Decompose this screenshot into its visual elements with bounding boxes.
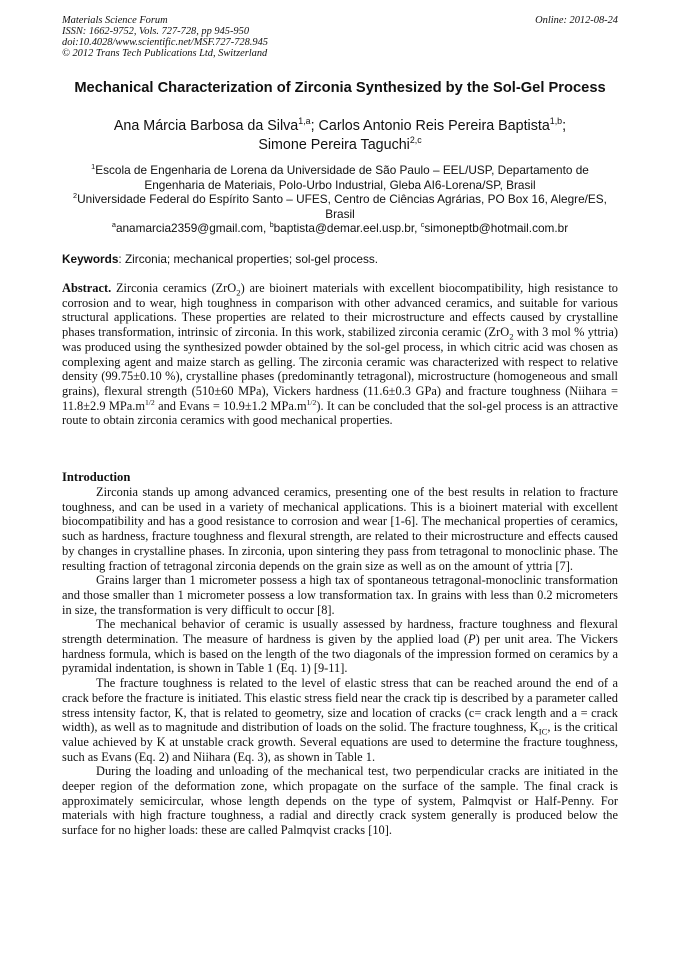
author-sup: 1,a xyxy=(298,116,311,127)
italic-symbol: P xyxy=(467,632,476,647)
affiliation-text: Escola de Engenharia de Lorena da Universidade de São Paulo – EEL/USP, Departamento de Engenharia de Materiais, Polo-Urbo Industrial, Gleba AI6-Lorena/SP, Brasil xyxy=(95,163,589,192)
doi-line[interactable]: doi:10.4028/www.scientific.net/MSF.727-728.945 xyxy=(62,37,268,48)
superscript: 1/2 xyxy=(144,397,155,407)
section-heading-introduction: Introduction xyxy=(62,470,131,484)
subscript: IC xyxy=(538,726,548,737)
email-line xyxy=(62,221,618,236)
affiliation-1 xyxy=(62,163,618,192)
superscript: 1/2 xyxy=(306,397,317,407)
email-mark: c xyxy=(420,220,425,230)
issn-line: ISSN: 1662-9752, Vols. 727-728, pp 945-950 xyxy=(62,26,250,37)
author-list: Ana Márcia Barbosa da Silva$^{1,a}$; Carlos Antonio Reis Pereira Baptista$^{1,b}$; Simone Pereira Taguchi$^{2,c}$ xyxy=(113,116,567,153)
journal-name: Materials Science Forum xyxy=(62,15,168,26)
paragraph-part: ) per unit area. The Vickers hardness formula, which is based on the length of the two diagonals of the impression formed on ceramics by a pyramidal indentation, is shown in Table 1 (Eq. 1) [9-11]. xyxy=(62,632,618,676)
abstract-part: ) are bioinert materials with excellent biocompatibility, high resistance to corrosion and to wear, high toughness in comparison with other advanced ceramics, and suitable for various structural applications. These properties are related to their microstructure and effects caused by crystalline phases transformation, intrinsic of zirconia. In this work, stabilized zirconia ceramic (ZrO xyxy=(62,281,618,340)
copyright-line: © 2012 Trans Tech Publications Ltd, Switzerland xyxy=(62,48,268,59)
author-name: Carlos Antonio Reis Pereira Baptista xyxy=(318,118,550,134)
author-sup: 1,b xyxy=(549,116,563,127)
author-name: Simone Pereira Taguchi xyxy=(258,137,410,153)
subscript: 2 xyxy=(509,331,514,342)
affiliation-2 xyxy=(62,192,618,221)
paragraph: Zirconia stands up among advanced ceramics, presenting one of the best results in relation to fracture toughness, and can be used in a variety of mechanical applications. This is a bioinert material with excellent biocompatibility and has a good resistance to corrosion and wear [1-6]. The mechanical properties of ceramics, such as hardness, fracture toughness and flexural strength, are related to their microstructure and effects caused by changes in crystalline phases. In zirconia, upon sintering they pass from tetragonal to monoclinic phase. The resulting fraction of tetragonal zirconia depends on the grain size as well as on the amount of yttria [7]. xyxy=(62,485,618,573)
email-mark: a xyxy=(111,220,116,230)
abstract xyxy=(62,281,618,428)
affiliation-text: Universidade Federal do Espírito Santo – UFES, Centro de Ciências Agrárias, PO Box 16, Alegre/ES, Brasil xyxy=(77,192,607,221)
abstract-part: ). It can be concluded that the sol-gel process is an attractive route to obtain zirconia ceramics with good mechanical properties. xyxy=(62,398,618,428)
abstract-label: Abstract. xyxy=(62,281,112,295)
email-a[interactable]: anamarcia2359@gmail.com, xyxy=(115,221,267,236)
affiliations xyxy=(62,163,618,236)
keywords: Keywords: Zirconia; mechanical properties; sol-gel process. xyxy=(62,252,379,266)
keywords-text: Zirconia; mechanical properties; sol-gel process. xyxy=(124,252,379,266)
abstract-part: and Evans = 10.9±1.2 MPa.m xyxy=(154,398,307,413)
author-sup: 2,c xyxy=(409,135,422,146)
paragraph-part: The mechanical behavior of ceramic is usually assessed by hardness, fracture toughness and flexural strength determination. The measure of hardness is given by the applied load ( xyxy=(62,617,618,647)
affiliation-mark: 2 xyxy=(73,191,78,201)
affiliation-mark: 1 xyxy=(91,162,96,172)
email-c[interactable]: simoneptb@hotmail.com.br xyxy=(424,221,569,236)
email-mark: b xyxy=(269,220,274,230)
abstract-part: with 3 mol % yttria) was produced using the synthesized powder obtained by the sol-gel process, in which citric acid was chosen as complexing agent and maize starch as gelling. The zirconia ceramic was characterized with respect to relative density (99.75±0.10 %), crystalline phases (predominantly tetragonal), microstructure (homogeneous and small grains), flexural strength (510±60 MPa), Vickers hardness (11.6±0.3 GPa) and fracture toughness (Niihara = 11.8±2.9 MPa.m xyxy=(62,325,618,413)
paragraph: Grains larger than 1 micrometer possess a high tax of spontaneous tetragonal-monoclinic transformation and those smaller than 1 micrometer possess a low transformation tax. In grains with less than 0.2 micrometers in size, the transformation is very difficult to occur [8]. xyxy=(62,573,618,617)
journal-header xyxy=(62,15,618,59)
abstract-text xyxy=(62,281,618,428)
paragraph-part: The fracture toughness is related to the level of elastic stress that can be reached around the end of a crack before the fracture is initiated. This elastic stress field near the crack tip is described by a parameter called stress intensity factor, K, that is related to geometry, size and location of cracks (c= crack length and a = crack width), as well as to magnitude and distribution of loads on the solid. The fracture toughness, K xyxy=(62,676,618,735)
subscript: 2 xyxy=(236,287,241,298)
online-date: Online: 2012-08-24 xyxy=(535,15,618,26)
paper-title: Mechanical Characterization of Zirconia Synthesized by the Sol-Gel Process xyxy=(74,80,606,96)
abstract-part: Zirconia ceramics (ZrO xyxy=(115,281,237,295)
keywords-label: Keywords xyxy=(62,252,119,266)
paragraph: During the loading and unloading of the mechanical test, two perpendicular cracks are initiated in the deeper region of the deformation zone, which propagate on the surface of the sample. The final crack is approximately semicircular, whose length depends on the type of system, Palmqvist or Half-Penny. For materials with high fracture toughness, a radial and directly crack system generally is produced below the surface for no higher loads: these are called Palmqvist cracks [10]. xyxy=(62,764,618,838)
email-b[interactable]: baptista@demar.eel.usp.br, xyxy=(273,221,418,236)
paragraph xyxy=(62,676,618,764)
author-name: Ana Márcia Barbosa da Silva xyxy=(113,118,299,134)
paragraph-part: , is the critical value achieved by K at unstable crack growth. Several equations are used to determine the fracture toughness, such as Evans (Eq. 2) and Niihara (Eq. 3), as shown in Table 1. xyxy=(62,720,618,764)
introduction-body xyxy=(62,485,618,838)
paragraph xyxy=(62,617,618,676)
